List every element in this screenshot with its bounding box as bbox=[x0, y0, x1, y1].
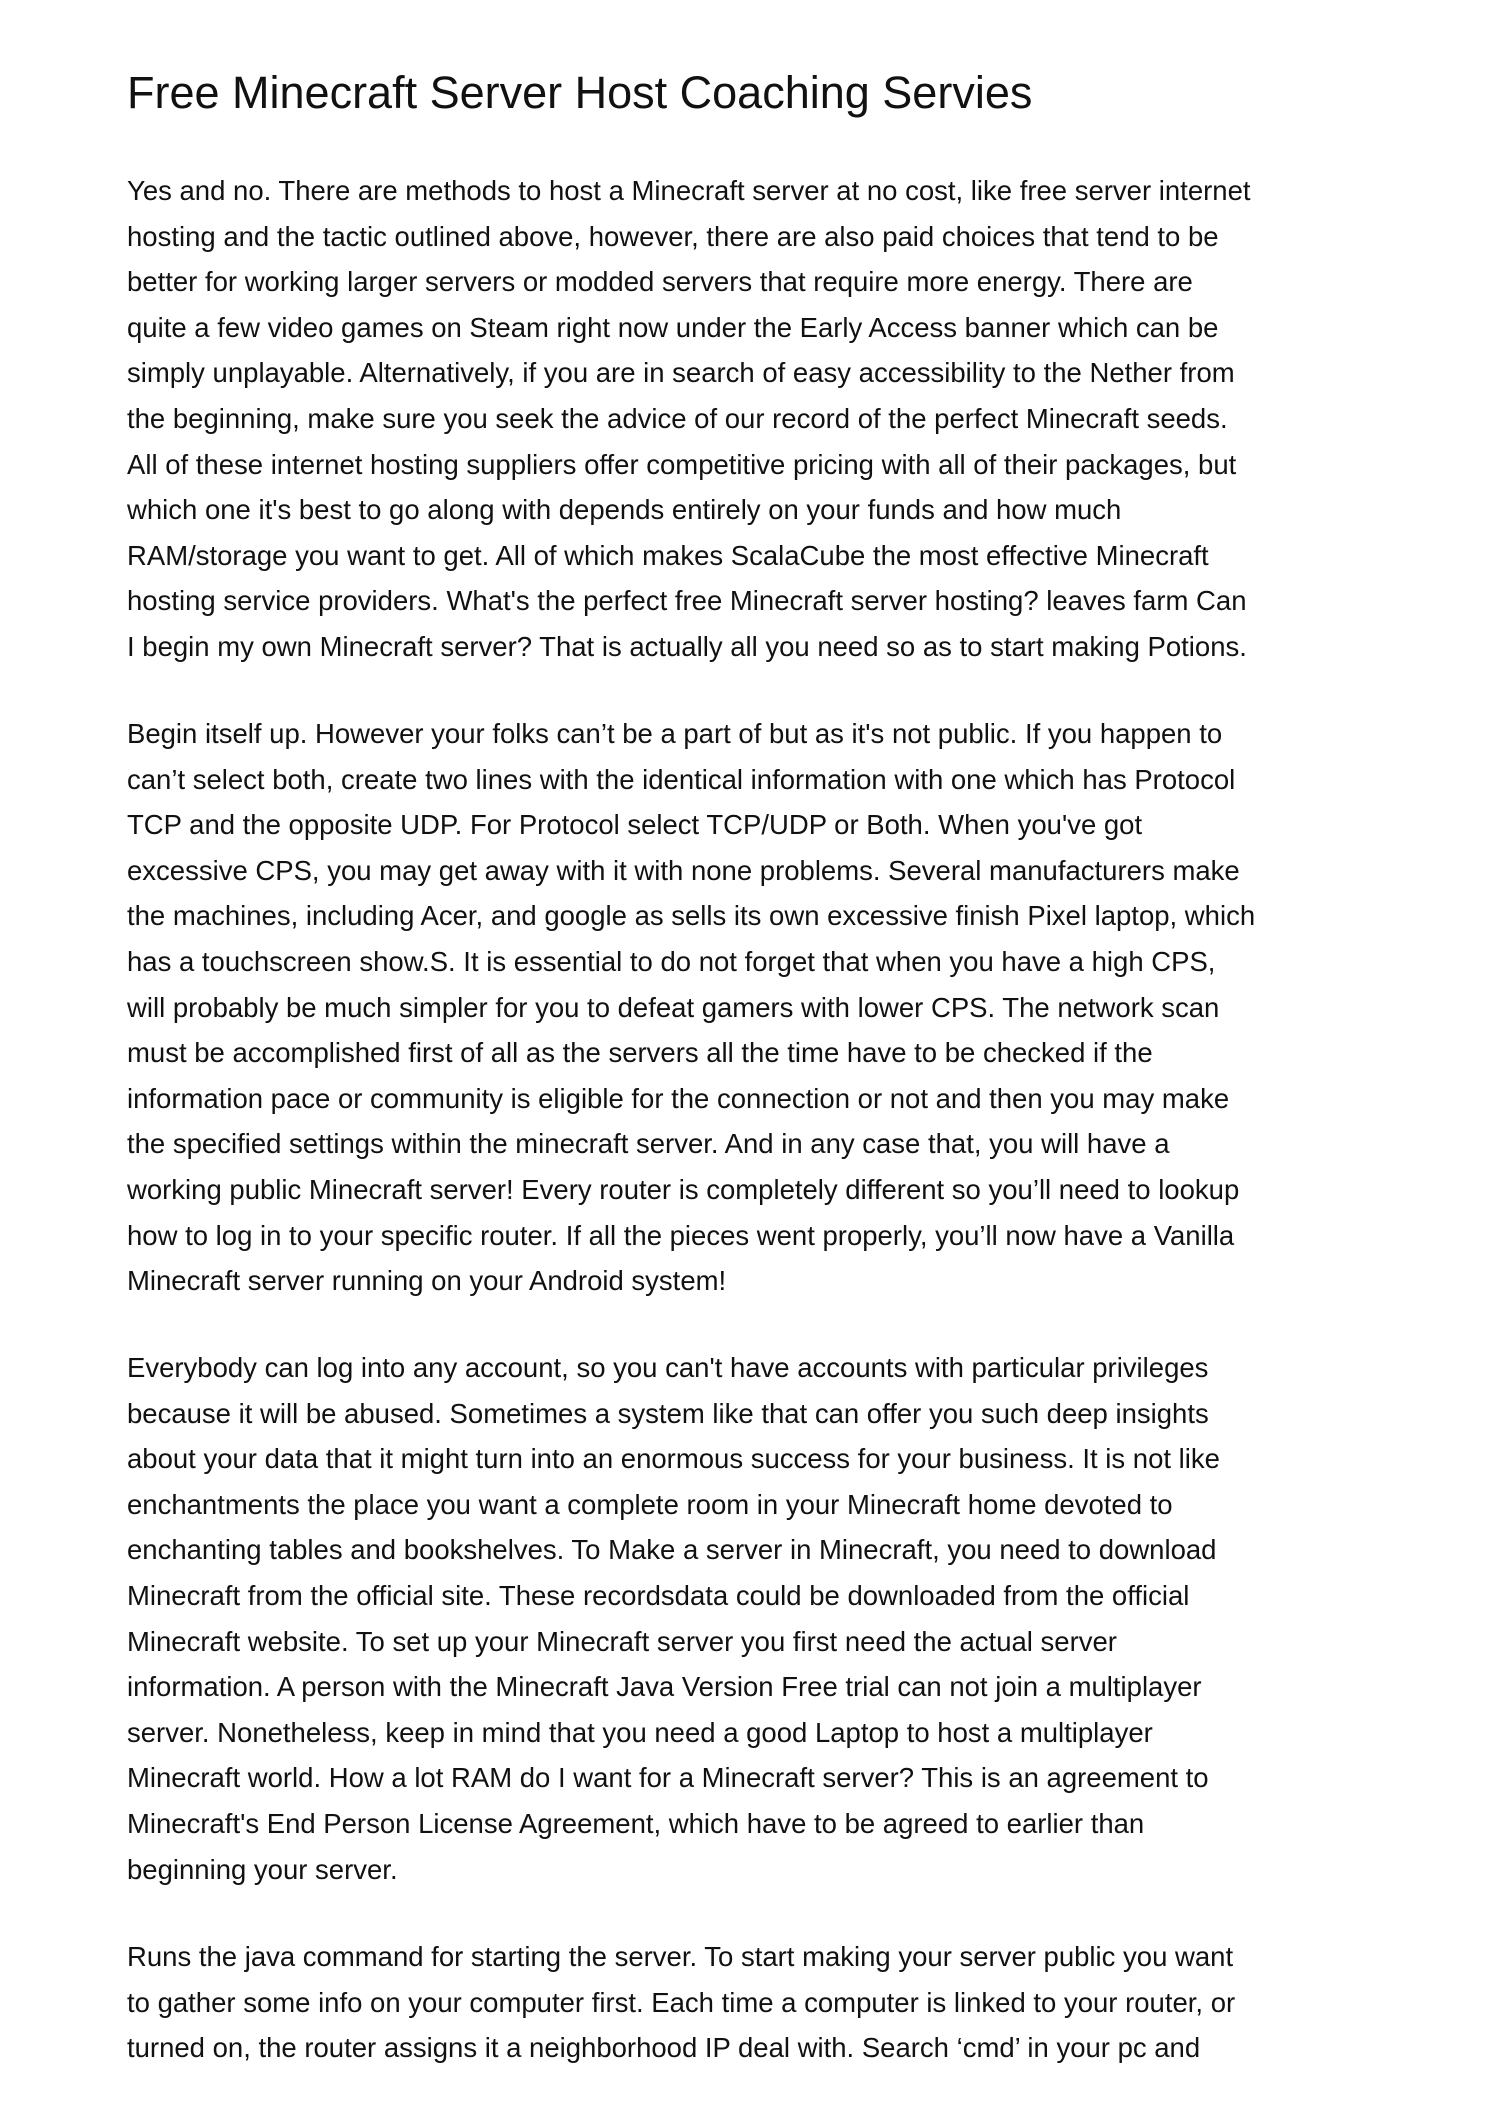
text-line: quite a few video games on Steam right now under the Early Access banner which can be bbox=[127, 311, 1219, 343]
text-line: how to log in to your specific router. If all the pieces went properly, you’ll now have a Vanilla bbox=[127, 1219, 1235, 1251]
text-line: better for working larger servers or modded servers that require more energy. There are bbox=[127, 266, 1193, 298]
text-line: simply unplayable. Alternatively, if you are in search of easy accessibility to the Nether from bbox=[127, 357, 1235, 389]
text-line: because it will be abused. Sometimes a system like that can offer you such deep insights bbox=[127, 1397, 1209, 1429]
text-line: hosting service providers. What's the perfect free Minecraft server hosting? leaves farm Can bbox=[127, 585, 1247, 617]
text-line: Minecraft website. To set up your Minecraft server you first need the actual server bbox=[127, 1625, 1117, 1657]
paragraph-4 bbox=[127, 1934, 1235, 2071]
text-line: Begin itself up. However your folks can’t be a part of but as it's not public. If you happen to bbox=[127, 718, 1223, 749]
text-line: I begin my own Minecraft server? That is actually all you need so as to start making Potions. bbox=[127, 630, 1247, 662]
text-line: hosting and the tactic outlined above, however, there are also paid choices that tend to be bbox=[127, 220, 1219, 252]
paragraph-2 bbox=[127, 711, 1255, 1304]
text-line: Minecraft world. How a lot RAM do I want for a Minecraft server? This is an agreement to bbox=[127, 1762, 1209, 1794]
text-line: to gather some info on your computer first. Each time a computer is linked to your router, or bbox=[127, 1986, 1236, 2018]
text-line: Minecraft's End Person License Agreement, which have to be agreed to earlier than bbox=[127, 1807, 1145, 1839]
text-line: the beginning, make sure you seek the advice of our record of the perfect Minecraft seeds. bbox=[127, 402, 1228, 434]
text-line: Minecraft from the official site. These recordsdata could be downloaded from the official bbox=[127, 1579, 1190, 1611]
text-line: about your data that it might turn into an enormous success for your business. It is not like bbox=[127, 1443, 1220, 1475]
text-line: Runs the java command for starting the server. To start making your server public you want bbox=[127, 1941, 1234, 1972]
text-line: Minecraft server running on your Android system! bbox=[127, 1265, 727, 1297]
text-line: enchanting tables and bookshelves. To Make a server in Minecraft, you need to download bbox=[127, 1534, 1217, 1566]
text-line: information pace or community is eligible for the connection or not and then you may make bbox=[127, 1082, 1230, 1114]
text-line: turned on, the router assigns it a neighborhood IP deal with. Search ‘cmd’ in your pc and bbox=[127, 2032, 1201, 2064]
paragraph-3 bbox=[127, 1345, 1220, 1892]
text-line: All of these internet hosting suppliers offer competitive pricing with all of their packages, but bbox=[127, 448, 1237, 480]
text-line: has a touchscreen show.S. It is essential to do not forget that when you have a high CPS, bbox=[127, 945, 1216, 977]
text-line: Yes and no. There are methods to host a Minecraft server at no cost, like free server internet bbox=[127, 175, 1251, 206]
document-title: Free Minecraft Server Host Coaching Servies bbox=[127, 67, 1033, 118]
text-line: Everybody can log into any account, so you can't have accounts with particular privileges bbox=[127, 1352, 1209, 1383]
text-line: will probably be much simpler for you to defeat gamers with lower CPS. The network scan bbox=[127, 991, 1220, 1023]
text-line: information. A person with the Minecraft Java Version Free trial can not join a multiplayer bbox=[127, 1671, 1202, 1703]
text-line: beginning your server. bbox=[127, 1853, 398, 1885]
text-line: excessive CPS, you may get away with it with none problems. Several manufacturers make bbox=[127, 854, 1240, 886]
text-line: server. Nonetheless, keep in mind that you need a good Laptop to host a multiplayer bbox=[127, 1716, 1153, 1748]
text-line: TCP and the opposite UDP. For Protocol select TCP/UDP or Both. When you've got bbox=[127, 809, 1143, 841]
paragraph-1 bbox=[127, 168, 1251, 670]
text-line: the machines, including Acer, and google as sells its own excessive finish Pixel laptop, which bbox=[127, 900, 1256, 932]
text-line: working public Minecraft server! Every router is completely different so you’ll need to lookup bbox=[127, 1173, 1240, 1205]
text-line: which one it's best to go along with depends entirely on your funds and how much bbox=[127, 494, 1122, 526]
text-line: RAM/storage you want to get. All of which makes ScalaCube the most effective Minecraft bbox=[127, 539, 1209, 571]
text-line: the specified settings within the minecraft server. And in any case that, you will have a bbox=[127, 1128, 1170, 1160]
text-line: enchantments the place you want a complete room in your Minecraft home devoted to bbox=[127, 1488, 1173, 1520]
text-line: can’t select both, create two lines with the identical information with one which has Protocol bbox=[127, 763, 1236, 795]
text-line: must be accomplished first of all as the servers all the time have to be checked if the bbox=[127, 1037, 1153, 1069]
